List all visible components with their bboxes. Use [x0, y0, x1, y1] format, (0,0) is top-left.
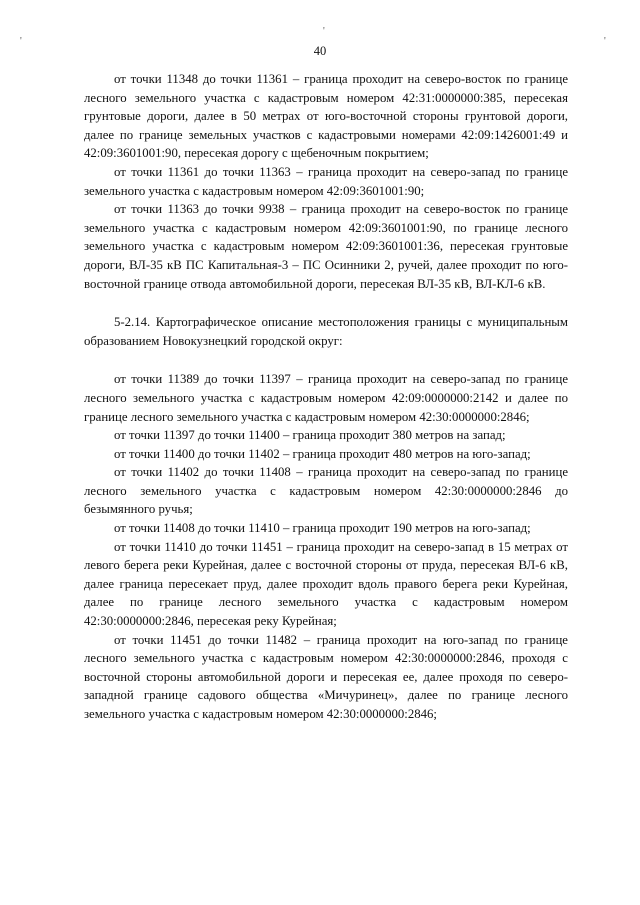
paragraph: от точки 11361 до точки 11363 – граница проходит на северо-запад по границе земельного участка с кадастровым номером 42:09:3601001:90; [84, 164, 568, 198]
scan-mark-middle: ' [323, 26, 325, 37]
paragraph: от точки 11389 до точки 11397 – граница проходит на северо-запад по границе лесного земельного участка с кадастровым номером 42:09:0000000:2142 и далее по границе лесного земельного участка с кадастровым номером 42:30:0000000:2846; [84, 372, 568, 424]
scan-mark-left: ' [20, 36, 22, 47]
paragraph: от точки 11408 до точки 11410 – граница проходит 190 метров на юго-запад; [114, 521, 531, 536]
paragraph: от точки 11348 до точки 11361 – граница проходит на северо-восток по границе лесного земельного участка с кадастровым номером 42:31:0000000:385, пересекая грунтовые дороги, далее в 50 метрах от юго-восточной стороны грунтовой дороги, далее по границе земельных участков с кадастровыми номерами 42:09:1426001:49 и 42:09:3601001:90, пересекая дорогу с щебеночным покрытием; [84, 72, 568, 161]
document-body [84, 70, 568, 724]
page-number: 40 [313, 44, 327, 58]
paragraph: от точки 11451 до точки 11482 – граница проходит на юго-запад по границе лесного земельного участка с кадастровым номером 42:30:0000000:2846, проходя с восточной стороны автомобильной дороги и пересекая ее, далее проходя по северо-западной границе садового общества «Мичуринец», далее по границе лесного земельного участка с кадастровым номером 42:30:0000000:2846; [84, 632, 568, 721]
paragraph: от точки 11397 до точки 11400 – граница проходит 380 метров на запад; [114, 428, 506, 443]
paragraph: от точки 11363 до точки 9938 – граница проходит на северо-восток по границе земельного участка с кадастровым номером 42:09:3601001:90, по границе лесного земельного участка с кадастровым номером 42:09:3601001:36, пересекая грунтовые дороги, ВЛ-35 кВ ПС Капитальная-3 – ПС Осинники 2, ручей, далее проходит по юго-восточной границе отвода автомобильной дороги, пересекая ВЛ-35 кВ, ВЛ-КЛ-6 кВ. [84, 202, 568, 291]
scan-mark-right: ' [604, 36, 606, 47]
section-heading: 5-2.14. Картографическое описание местоположения границы с муниципальным образованием Новокузнецкий городской округ: [84, 315, 568, 348]
paragraph: от точки 11410 до точки 11451 – граница проходит на северо-запад в 15 метрах от левого берега реки Курейная, далее с восточной стороны от пруда, пересекая ВЛ-6 кВ, далее граница пересекает пруд, далее проходит вдоль правого берега реки Курейная, далее по границе лесного земельного участка с кадастровым номером 42:30:0000000:2846, пересекая реку Курейная; [84, 539, 568, 629]
paragraph: от точки 11400 до точки 11402 – граница проходит 480 метров на юго-запад; [114, 446, 531, 461]
paragraph: от точки 11402 до точки 11408 – граница проходит на северо-запад по границе лесного земельного участка с кадастровым номером 42:30:0000000:2846 до безымянного ручья; [84, 465, 568, 517]
